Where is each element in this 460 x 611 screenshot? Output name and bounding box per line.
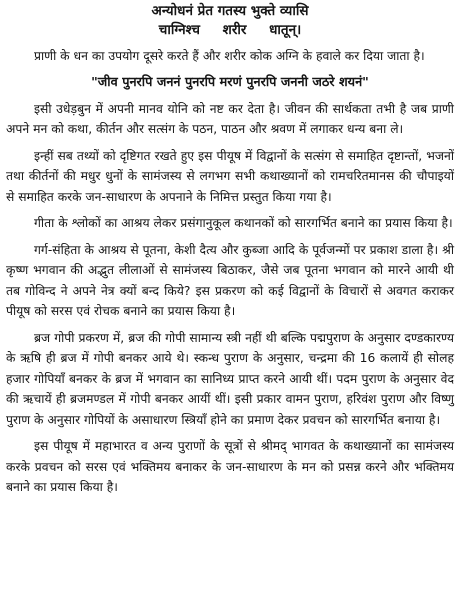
quoted-verse: "जीव पुनरपि जननं पुनरपि मरणं पुनरपि जननी जठरे शयनं" (91, 74, 369, 90)
paragraph-wealth: प्राणी के धन का उपयोग दूसरे करते हैं और शरीर कोक अग्नि के हवाले कर दिया जाता है। (34, 49, 425, 63)
paragraph-mahabharat: इस पीयूष में महाभारत व अन्य पुराणों के सूत्रों से श्रीमद् भागवत के कथाख्यानों का सामंजस्य करके प्रवचन को सरस एवं भक्तिमय बनाकर के जन-साधारण के मन को प्रसन्न करने और भक्तिमय बनाने का प्रयास किया है। (6, 439, 454, 494)
paragraph-garg-samhita: गर्ग-संहिता के आश्रय से पूतना, केशी दैत्य और कुब्जा आदि के पूर्वजन्मों पर प्रकाश डाला है। श्री कृष्ण भगवान की अद्भुत लीलाओं से सामंजस्य बिठाकर, जैसे जब पूतना भगवान को मारने आयी थी तब गोविन्द ने अपने नेत्र क्यों बन्द किये? इस प्रकरण को कई विद्वानों के विचारों से अवगत कराकर पीयूष को सरस एवं रोचक बनाने का प्रयास किया है। (6, 242, 454, 318)
heading-verse-line-2: चाग्निश्च शरीर धातून्। (158, 22, 302, 38)
heading-verse-line-1: अन्योधनं प्रेत गतस्य भुक्ते व्यासि (151, 3, 309, 19)
paragraph-piyush-purpose: इन्हीं सब तथ्यों को दृष्टिगत रखते हुए इस पीयूष में विद्वानों के सत्संग से समाहित दृष्टान्तों, भजनों तथा कीर्तनों की मधुर धुनों के सामंजस्य से लगभग सभी कथाख्यानों को रामचरितमानस की चौपाइयों से समाहित करके जन-साधारण के अपनाने के निमित्त प्रस्तुत किया गया है। (6, 148, 454, 204)
paragraph-braj-gopi: ब्रज गोपी प्रकरण में, ब्रज की गोपी सामान्य स्त्री नहीं थी बल्कि पद्मपुराण के अनुसार दण्डकारण्य के ऋषि ही ब्रज में गोपी बनकर आये थे। स्कन्ध पुराण के अनुसार, चन्द्रमा की 16 कलायें ही सोलह हजार गोपियाँ बनकर के ब्रज में भगवान का सानिध्य प्राप्त करने आयी थीं। पदम पुराण के अनुसार वेद की ऋचायें ही ब्रजमण्डल में गोपी बनकर आयीं थीं। इसी प्रकार वामन पुराण, हरिवंश पुराण और विष्णु पुराण के अनुसार गोपियों के असाधारण स्त्रियाँ होने का प्रमाण देकर प्रवचन को सारगर्भित बनाया है। (6, 330, 454, 427)
paragraph-life-meaning: इसी उधेड़बुन में अपनी मानव योनि को नष्ट कर देता है। जीवन की सार्थकता तभी है जब प्राणी अपने मन को कथा, कीर्तन और सत्संग के पठन, पाठन और श्रवण में लगाकर धन्य बना ले। (6, 101, 454, 136)
paragraph-gita: गीता के श्लोकों का आश्रय लेकर प्रसंगानुकूल कथानकों को सारगर्भित बनाने का प्रयास किया है। (34, 216, 453, 230)
